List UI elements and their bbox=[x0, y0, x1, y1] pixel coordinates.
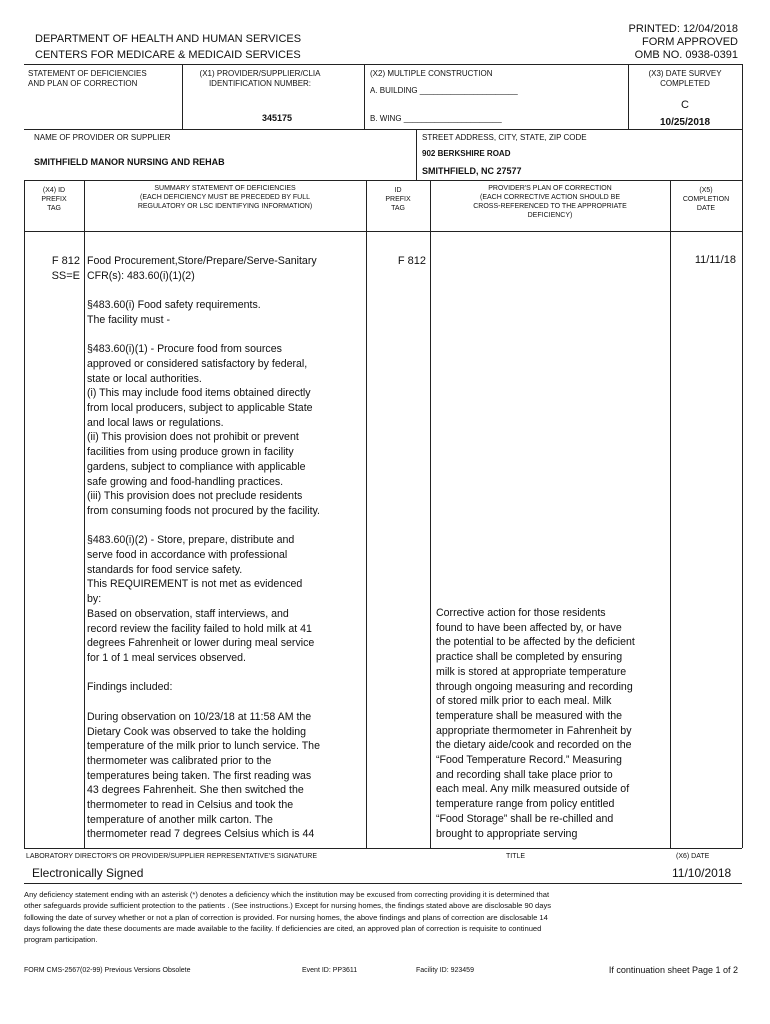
plan-text: Corrective action for those residents found to have been affected by, or have the potential to be affected by the deficient practice shall be completed by ensuring milk is stored at appropriate temperature through ongoing measuring and recording of stored milk prior to each meal. Milk temperature shall be measured with the appropriate thermometer in Fahrenheit by the dietary aide/cook and recorded on the “Food Temperature Record.” Measuring and recording shall take place prior to each meal. Any milk measured outside of temperature range from policy entitled “Food Storage” shall be re-chilled and brought to appropriate serving bbox=[436, 607, 635, 840]
plan-header: PROVIDER'S PLAN OF CORRECTION (EACH CORRECTIVE ACTION SHOULD BE CROSS-REFERENCED TO THE APPROPRIATE DEFICIENCY) bbox=[473, 185, 627, 219]
title-label: TITLE bbox=[506, 853, 526, 860]
page-number: If continuation sheet Page 1 of 2 bbox=[608, 965, 738, 975]
tag-right: F 812 bbox=[397, 255, 426, 267]
provider-name-label: NAME OF PROVIDER OR SUPPLIER bbox=[34, 133, 171, 142]
summary-header: SUMMARY STATEMENT OF DEFICIENCIES (EACH DEFICIENCY MUST BE PRECEDED BY FULL REGULATORY OR LSC IDENTIFYING INFORMATION) bbox=[137, 185, 313, 210]
statement-label: STATEMENT OF DEFICIENCIES AND PLAN OF CORRECTION bbox=[28, 69, 147, 88]
signature-label: LABORATORY DIRECTOR'S OR PROVIDER/SUPPLIER REPRESENTATIVE'S SIGNATURE bbox=[26, 853, 318, 860]
address-label: STREET ADDRESS, CITY, STATE, ZIP CODE bbox=[422, 133, 587, 142]
summary-text: Food Procurement,Store/Prepare/Serve-Sanitary CFR(s): 483.60(i)(1)(2) §483.60(i) Food safety requirements. The facility must - §483.60(i)(1) - Procure food from sources approved or considered satisfactory by federal, state or local authorities. (i) This may include food items obtained directly from local producers, subject to applicable State and local laws or regulations. (ii) This provision does not prohibit or prevent facilities from using produce grown in facility gardens, subject to compliance with applicable safe growing and food-handling practices. (iii) This provision does not preclude residents from consuming foods not procured by the facility. §483.60(i)(2) - Store, prepare, distribute and serve food in accordance with professional standards for food service safety. This REQUIREMENT is not met as evidenced by: Based on observation, staff interviews, and record review the facility failed to hold milk at 41 degrees Fahrenheit or lower during meal service for 1 of 1 meal services observed. Findings included: During observation on 10/23/18 at 11:58 AM the Dietary Cook was observed to take the holding temperature of the milk prior to lunch service. The thermometer was calibrated prior to the temperatures being taken. The first reading was 43 degrees Fahrenheit. She then switched the thermometer to read in Celsius and took the temperature of another milk carton. The thermometer read 7 degrees Celsius which is 44 bbox=[87, 255, 320, 841]
date-label: (X6) DATE bbox=[676, 853, 710, 860]
printed-date: PRINTED: 12/04/2018 bbox=[628, 23, 738, 35]
facility-id: Facility ID: 923459 bbox=[416, 967, 474, 974]
multiple-construction-label: (X2) MULTIPLE CONSTRUCTION bbox=[370, 69, 493, 78]
building-field: A. BUILDING ______________________ bbox=[370, 86, 518, 95]
wing-field: B. WING ______________________ bbox=[370, 114, 502, 123]
x4-header: (X4) ID PREFIX TAG bbox=[41, 187, 67, 212]
street-address: 902 BERKSHIRE ROAD bbox=[422, 149, 511, 158]
event-id: Event ID: PP3611 bbox=[302, 967, 358, 974]
survey-letter: C bbox=[681, 99, 689, 111]
survey-date-label: (X3) DATE SURVEY COMPLETED bbox=[648, 69, 722, 88]
signature-date: 11/10/2018 bbox=[672, 866, 732, 880]
department-name: DEPARTMENT OF HEALTH AND HUMAN SERVICES bbox=[35, 33, 302, 45]
city-state-zip: SMITHFIELD, NC 27577 bbox=[422, 166, 522, 176]
survey-date: 10/25/2018 bbox=[659, 117, 711, 128]
id-prefix-header: ID PREFIX TAG bbox=[385, 187, 411, 212]
signature-value: Electronically Signed bbox=[32, 866, 144, 880]
form-number: FORM CMS-2567(02-99) Previous Versions Obsolete bbox=[24, 967, 191, 974]
tag-left: F 812 SS=E bbox=[51, 255, 80, 282]
provider-id-value: 345175 bbox=[262, 113, 293, 123]
centers-name: CENTERS FOR MEDICARE & MEDICAID SERVICES bbox=[35, 49, 301, 61]
omb-number: OMB NO. 0938-0391 bbox=[634, 49, 738, 61]
completion-date: 11/11/18 bbox=[694, 254, 736, 266]
provider-name: SMITHFIELD MANOR NURSING AND REHAB bbox=[34, 157, 225, 167]
provider-id-label: (X1) PROVIDER/SUPPLIER/CLIA IDENTIFICATION NUMBER: bbox=[199, 69, 321, 88]
x5-header: (X5) COMPLETION DATE bbox=[682, 187, 730, 212]
form-approved: FORM APPROVED bbox=[642, 36, 738, 48]
disclaimer: Any deficiency statement ending with an asterisk (*) denotes a deficiency which the institution may be excused from correcting providing it is determined that other safeguards provide sufficient protection to the patients . (See instructions.) Except for nursing homes, the findings stated above are disclosable 90 days following the date of survey whether or not a plan of correction is provided. For nursing homes, the above findings and plans of correction are disclosable 14 days following the date these documents are made available to the facility. If deficiencies are cited, an approved plan of correction is requisite to continued program participation. bbox=[24, 890, 552, 945]
